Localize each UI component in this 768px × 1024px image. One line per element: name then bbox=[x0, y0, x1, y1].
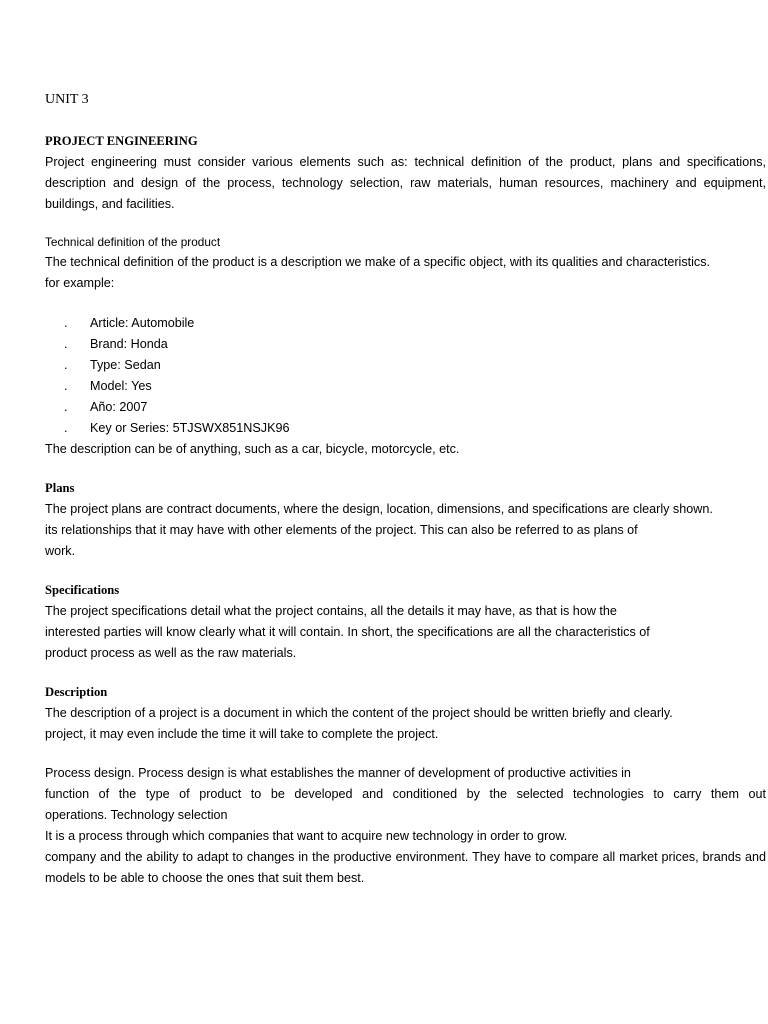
list-item bbox=[45, 418, 766, 439]
list-item-text: Año: 2007 bbox=[90, 400, 148, 414]
process-design-line: company and the ability to adapt to changes in the productive environment. They have to compare all market prices, brands and bbox=[45, 850, 766, 864]
description-line: The description of a project is a document in which the content of the project should be written briefly and clearly. bbox=[45, 706, 673, 720]
specifications-line: interested parties will know clearly what it will contain. In short, the specifications are all the characteristics of bbox=[45, 625, 650, 639]
process-design-line: operations. Technology selection bbox=[45, 808, 228, 822]
list-item bbox=[45, 313, 766, 334]
spacer bbox=[45, 294, 766, 313]
spacer bbox=[45, 664, 766, 682]
intro-paragraph: Project engineering must consider various elements such as: technical definition of the product, plans and specifications, description and design of the process, technology selection, raw materials, human resources, machinery and equipment, buildings, and facilities. bbox=[45, 155, 766, 211]
list-item-text: Type: Sedan bbox=[90, 358, 161, 372]
specifications-line: product process as well as the raw materials. bbox=[45, 646, 297, 660]
list-bullet: . bbox=[64, 421, 68, 435]
technical-definition-heading: Technical definition of the product bbox=[45, 235, 221, 249]
spacer bbox=[45, 562, 766, 580]
list-bullet: . bbox=[64, 379, 68, 393]
document-page bbox=[45, 90, 766, 889]
process-design-line: Process design. Process design is what establishes the manner of development of productive activities in bbox=[45, 766, 631, 780]
list-item bbox=[45, 376, 766, 397]
plans-line: The project plans are contract documents, where the design, location, dimensions, and specifications are clearly shown. bbox=[45, 502, 713, 516]
spacer bbox=[45, 215, 766, 232]
list-bullet: . bbox=[64, 358, 68, 372]
plans-heading: Plans bbox=[45, 481, 75, 495]
list-bullet: . bbox=[64, 337, 68, 351]
description-line: project, it may even include the time it will take to complete the project. bbox=[45, 727, 439, 741]
list-item bbox=[45, 334, 766, 355]
list-item bbox=[45, 397, 766, 418]
technical-definition-closing: The description can be of anything, such as a car, bicycle, motorcycle, etc. bbox=[45, 442, 460, 456]
technical-definition-line: The technical definition of the product is a description we make of a specific object, with its qualities and characteristics. bbox=[45, 255, 711, 269]
list-item bbox=[45, 355, 766, 376]
plans-line: its relationships that it may have with other elements of the project. This can also be referred to as plans of bbox=[45, 523, 638, 537]
list-item-text: Brand: Honda bbox=[90, 337, 168, 351]
spacer bbox=[45, 460, 766, 478]
specifications-heading: Specifications bbox=[45, 583, 120, 597]
document-title: PROJECT ENGINEERING bbox=[45, 134, 198, 148]
product-spec-list bbox=[45, 313, 766, 439]
technical-definition-line: for example: bbox=[45, 276, 115, 290]
plans-line: work. bbox=[45, 544, 76, 558]
process-design-line: It is a process through which companies that want to acquire new technology in order to grow. bbox=[45, 829, 568, 843]
list-item-text: Article: Automobile bbox=[90, 316, 195, 330]
list-bullet: . bbox=[64, 316, 68, 330]
list-item-text: Model: Yes bbox=[90, 379, 152, 393]
process-design-line: models to be able to choose the ones that suit them best. bbox=[45, 871, 365, 885]
spacer bbox=[45, 745, 766, 763]
list-item-text: Key or Series: 5TJSWX851NSJK96 bbox=[90, 421, 290, 435]
list-bullet: . bbox=[64, 400, 68, 414]
description-heading: Description bbox=[45, 685, 108, 699]
specifications-line: The project specifications detail what the project contains, all the details it may have, as that is how the bbox=[45, 604, 617, 618]
unit-label: UNIT 3 bbox=[45, 92, 89, 107]
process-design-line: function of the type of product to be developed and conditioned by the selected technologies to carry them out bbox=[45, 787, 766, 801]
